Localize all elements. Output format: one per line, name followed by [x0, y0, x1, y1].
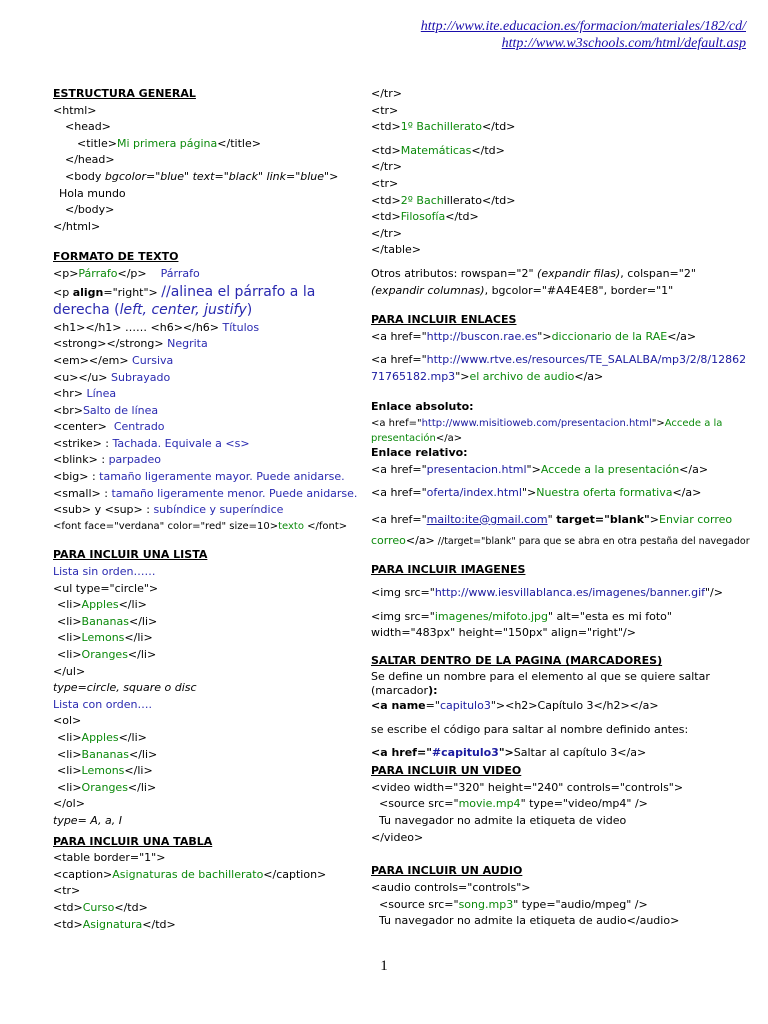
code-line: <source src="song.mp3" type="audio/mpeg" /> — [379, 897, 648, 911]
code-line: <p align="right"> //alinea el párrafo a la derecha (left, center, justify) — [53, 283, 316, 319]
section-title-enlaces: PARA INCLUIR ENLACES — [371, 313, 517, 327]
code-line: <source src="movie.mp4" type="video/mp4" /> — [379, 797, 648, 811]
code-line: Tu navegador no admite la etiqueta de audio</audio> — [379, 914, 680, 928]
code-line: </tr> — [371, 226, 402, 240]
code-line: <img src="imagenes/mifoto.jpg" alt="esta es mi foto" width="483px" height="150px" align="right"/> — [371, 609, 672, 640]
code-line: Otros atributos: rowspan="2" (expandir filas), colspan="2" (expandir columnas), bgcolor="#A4E4E8", border="1" — [371, 266, 696, 297]
code-line: <img src="http://www.iesvillablanca.es/imagenes/banner.gif"/> — [371, 586, 723, 600]
code-line: <em></em> Cursiva — [53, 353, 174, 367]
code-line: <td>2º Bachillerato</td> — [371, 193, 516, 207]
code-line: <ol> — [53, 714, 82, 728]
code-line: <u></u> Subrayado — [53, 370, 171, 384]
code-line: <hr> Línea — [53, 387, 117, 401]
section-title-estructura: ESTRUCTURA GENERAL — [53, 87, 196, 100]
list-item-line: <li>Apples</li> — [57, 598, 147, 612]
code-line: <a href="http://www.rtve.es/resources/TE_SALALBA/mp3/2/8/1286271765182.mp3">el archivo de audio</a> — [371, 353, 747, 383]
code-line: Se define un nombre para el elemento al que se quiere saltar (marcador): — [371, 670, 710, 698]
code-line: <td>Filosofía</td> — [371, 210, 479, 224]
list-item-line: <li>Apples</li> — [57, 730, 147, 744]
code-line: <caption>Asignaturas de bachillerato</caption> — [53, 867, 327, 881]
code-line: se escribe el código para saltar al nombre definido antes: — [371, 722, 689, 736]
code-line: <a href="oferta/index.html">Nuestra oferta formativa</a> — [371, 486, 702, 500]
mailto-link[interactable]: mailto:ite@gmail.com — [426, 512, 548, 526]
ite-link[interactable]: http://www.ite.educacion.es/formacion/materiales/182/cd/ — [420, 19, 746, 34]
code-line: <br>Salto de línea — [53, 403, 159, 417]
code-line: <table border="1"> — [53, 851, 166, 865]
code-line: <big> : tamaño ligeramente mayor. Puede anidarse. — [53, 470, 345, 484]
code-line: </tr> — [371, 160, 402, 174]
code-line: <a href="mailto:ite@gmail.com" target="blank">Enviar correo correo</a> //target="blank" para que se abra en otra pestaña del navegador — [371, 512, 750, 547]
list-item-line: <li>Bananas</li> — [57, 614, 158, 628]
right-column — [371, 86, 751, 930]
section-title-tabla: PARA INCLUIR UNA TABLA — [53, 834, 213, 848]
code-line: <video width="320" height="240" controls="controls"> — [371, 780, 684, 794]
list-item-line: <li>Oranges</li> — [57, 648, 157, 661]
code-line: <blink> : parpadeo — [53, 453, 162, 467]
code-line: <title>Mi primera página</title> — [77, 136, 261, 150]
code-line: type= A, a, I — [53, 813, 122, 827]
code-line: </head> — [65, 153, 115, 167]
code-line: <td>Asignatura</td> — [53, 917, 176, 931]
code-line: <td>Matemáticas</td> — [371, 143, 505, 157]
section-title-audio: PARA INCLUIR UN AUDIO — [371, 864, 523, 878]
code-line: <font face="verdana" color="red" size=10>texto </font> — [53, 520, 348, 532]
subtitle-absoluto: Enlace absoluto: — [371, 399, 474, 413]
code-line: <tr> — [371, 176, 399, 190]
section-title-imagenes: PARA INCLUIR IMAGENES — [371, 562, 526, 576]
code-line: <tr> — [371, 103, 399, 117]
code-line: <audio controls="controls"> — [371, 881, 531, 895]
code-line: <html> — [53, 103, 97, 117]
code-line: </table> — [371, 243, 421, 257]
code-line: type=circle, square o disc — [53, 681, 197, 695]
code-line: <td>1º Bachillerato</td> — [371, 120, 516, 134]
code-line: </body> — [65, 203, 115, 217]
code-line: <head> — [65, 120, 111, 134]
left-column — [53, 86, 358, 933]
section-title-lista: PARA INCLUIR UNA LISTA — [53, 548, 208, 562]
code-line: </ol> — [53, 797, 85, 811]
code-line: Lista con orden…. — [53, 697, 152, 711]
code-line: <a href="#capitulo3">Saltar al capítulo 3</a> — [371, 746, 647, 760]
code-line: <small> : tamaño ligeramente menor. Puede anidarse. — [53, 486, 358, 500]
code-line: <tr> — [53, 884, 81, 898]
list-item-line: <li>Lemons</li> — [57, 764, 153, 778]
code-line: Tu navegador no admite la etiqueta de video — [379, 814, 627, 828]
code-line: </video> — [371, 830, 424, 844]
code-line: Hola mundo — [59, 186, 126, 200]
code-line: </tr> — [371, 87, 402, 100]
code-line: <a href="presentacion.html">Accede a la presentación</a> — [371, 462, 709, 476]
code-line: Lista sin orden…… — [53, 565, 156, 579]
code-line: <a name="capitulo3"><h2>Capítulo 3</h2></a> — [371, 699, 659, 713]
code-line: </ul> — [53, 664, 86, 678]
code-line: <ul type="circle"> — [53, 581, 159, 595]
list-item-line: <li>Lemons</li> — [57, 631, 153, 645]
w3schools-link[interactable]: http://www.w3schools.com/html/default.asp — [501, 36, 746, 51]
page-number: 1 — [380, 958, 388, 974]
header-links — [421, 18, 746, 52]
code-line: <center> Centrado — [53, 420, 165, 434]
code-line: <a href="http://www.misitioweb.com/presentacion.html">Accede a la presentación</a> — [371, 417, 723, 444]
code-line: </html> — [53, 219, 101, 233]
code-line: <p>Párrafo</p> Párrafo — [53, 266, 200, 280]
code-line: <td>Curso</td> — [53, 900, 148, 914]
subtitle-relativo: Enlace relativo: — [371, 445, 468, 459]
code-line: <body bgcolor="blue" text="black" link="blue"> — [65, 169, 339, 183]
code-line: <strong></strong> Negrita — [53, 337, 208, 351]
section-title-formato: FORMATO DE TEXTO — [53, 250, 179, 264]
list-item-line: <li>Oranges</li> — [57, 780, 157, 794]
code-line: <h1></h1> …… <h6></h6> Títulos — [53, 320, 260, 334]
code-line: <a href="http://buscon.rae.es">diccionario de la RAE</a> — [371, 329, 697, 343]
code-line: <strike> : Tachada. Equivale a <s> — [53, 436, 250, 450]
section-title-video: PARA INCLUIR UN VIDEO — [371, 763, 522, 777]
section-title-marcadores: SALTAR DENTRO DE LA PAGINA (MARCADORES) — [371, 654, 663, 668]
list-item-line: <li>Bananas</li> — [57, 747, 158, 761]
code-line: <sub> y <sup> : subíndice y superíndice — [53, 503, 284, 517]
